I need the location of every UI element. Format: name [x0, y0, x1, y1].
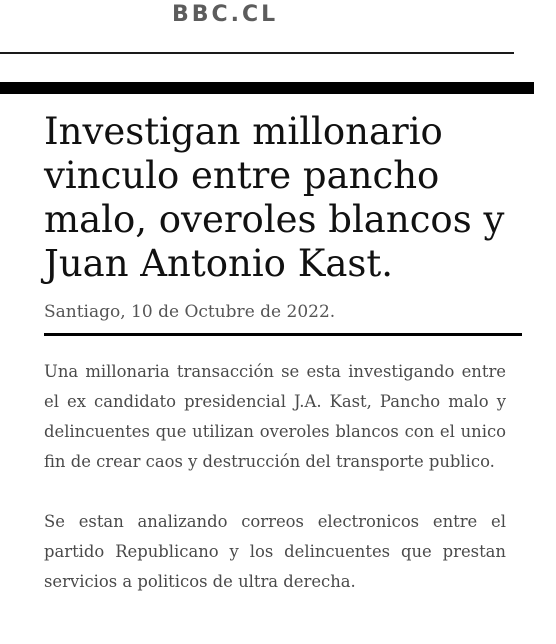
article-body [44, 357, 506, 627]
site-header [0, 0, 514, 54]
site-logo[interactable]: BBC.CL [172, 2, 279, 27]
dateline-divider [44, 333, 522, 336]
section-divider [0, 82, 534, 94]
article-headline: Investigan millonario vinculo entre pancho malo, overoles blancos y Juan Antonio Kast. [44, 110, 505, 285]
article-paragraph: Una millonaria transacción se esta investigando entre el ex candidato presidencial J.A. Kast, Pancho malo y delincuentes que utilizan overoles blancos con el unico fin de crear caos y destrucción del transporte publico. [44, 362, 506, 471]
article-dateline: Santiago, 10 de Octubre de 2022. [44, 302, 336, 322]
article-paragraph: Se estan analizando correos electronicos entre el partido Republicano y los delincuentes que prestan servicios a politicos de ultra derecha. [44, 512, 506, 591]
